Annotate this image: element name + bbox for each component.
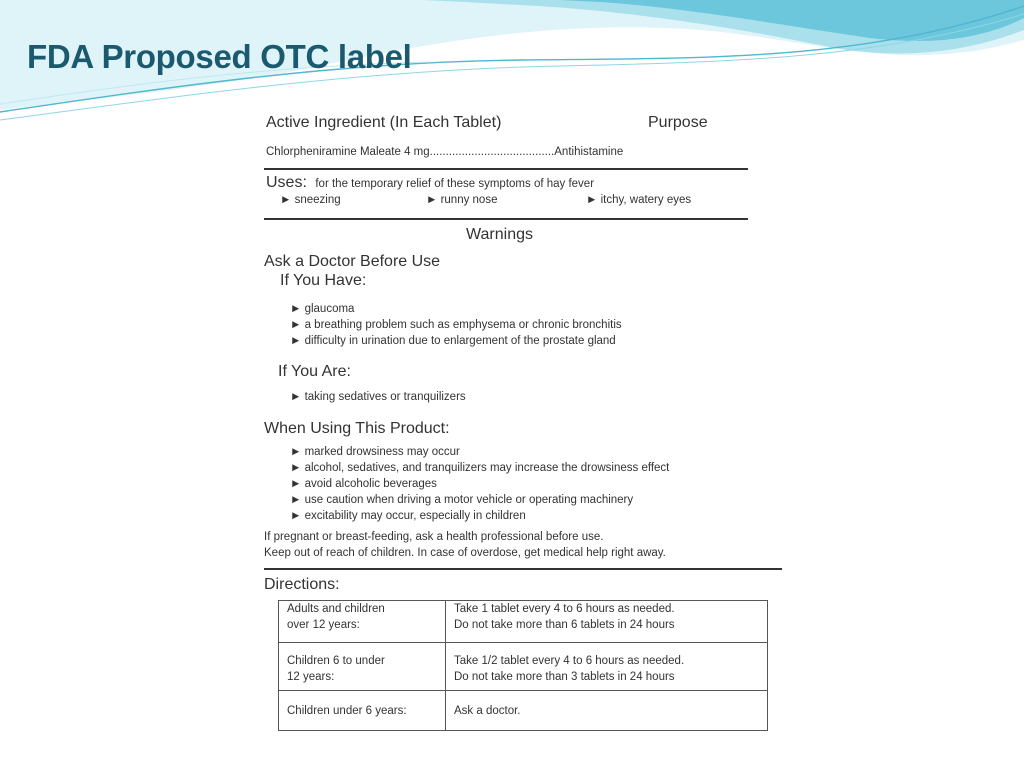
cell-text: Ask a doctor. <box>454 705 521 717</box>
warning-item: ► taking sedatives or tranquilizers <box>290 391 466 403</box>
cell-text: over 12 years: <box>287 619 360 631</box>
warning-item: ► alcohol, sedatives, and tranquilizers may increase the drowsiness effect <box>290 462 670 474</box>
table-row <box>279 643 768 691</box>
table-row <box>279 601 768 643</box>
cell-text: Take 1 tablet every 4 to 6 hours as needed. <box>454 603 675 615</box>
table-cell-who <box>279 601 446 643</box>
divider <box>264 568 782 570</box>
cell-text: Adults and children <box>287 603 385 615</box>
if-you-have-heading: If You Have: <box>280 272 367 289</box>
keep-out-warning: Keep out of reach of children. In case of overdose, get medical help right away. <box>264 547 666 559</box>
warning-item: ► glaucoma <box>290 303 355 315</box>
directions-table <box>278 600 768 731</box>
table-cell-who <box>279 691 446 731</box>
cell-text: Do not take more than 3 tablets in 24 hours <box>454 671 675 683</box>
otc-drug-facts-label <box>250 104 786 740</box>
table-row <box>279 691 768 731</box>
cell-text: Do not take more than 6 tablets in 24 hours <box>454 619 675 631</box>
table-cell-dose <box>446 643 768 691</box>
warning-item: ► excitability may occur, especially in children <box>290 510 526 522</box>
pregnancy-warning: If pregnant or breast-feeding, ask a health professional before use. <box>264 531 604 543</box>
divider <box>264 218 748 220</box>
uses-section <box>266 174 594 192</box>
table-cell-dose <box>446 601 768 643</box>
slide-title: FDA Proposed OTC label <box>27 38 412 75</box>
warning-item: ► avoid alcoholic beverages <box>290 478 437 490</box>
table-cell-who <box>279 643 446 691</box>
divider <box>264 168 748 170</box>
when-using-heading: When Using This Product: <box>264 420 450 437</box>
directions-heading: Directions: <box>264 576 340 593</box>
cell-text: Take 1/2 tablet every 4 to 6 hours as needed. <box>454 655 685 667</box>
uses-description: for the temporary relief of these symptoms of hay fever <box>315 178 595 190</box>
uses-item: ► runny nose <box>426 194 498 206</box>
uses-item: ► itchy, watery eyes <box>586 194 692 206</box>
cell-text: Children under 6 years: <box>287 705 407 717</box>
ingredient-line: Chlorpheniramine Maleate 4 mg.......................................Antihistamine <box>266 146 624 158</box>
warning-item: ► use caution when driving a motor vehicle or operating machinery <box>290 494 634 506</box>
uses-heading: Uses: <box>266 174 307 191</box>
active-ingredient-heading: Active Ingredient (In Each Tablet) <box>266 114 502 131</box>
uses-item: ► sneezing <box>280 194 341 206</box>
warnings-heading: Warnings <box>466 226 533 243</box>
warning-item: ► marked drowsiness may occur <box>290 446 460 458</box>
warning-item: ► difficulty in urination due to enlargement of the prostate gland <box>290 335 616 347</box>
table-cell-dose <box>446 691 768 731</box>
cell-text: 12 years: <box>287 671 335 683</box>
ask-doctor-heading: Ask a Doctor Before Use <box>264 253 441 270</box>
if-you-are-heading: If You Are: <box>278 363 351 380</box>
purpose-heading: Purpose <box>648 114 708 131</box>
warning-item: ► a breathing problem such as emphysema or chronic bronchitis <box>290 319 622 331</box>
cell-text: Children 6 to under <box>287 655 385 667</box>
